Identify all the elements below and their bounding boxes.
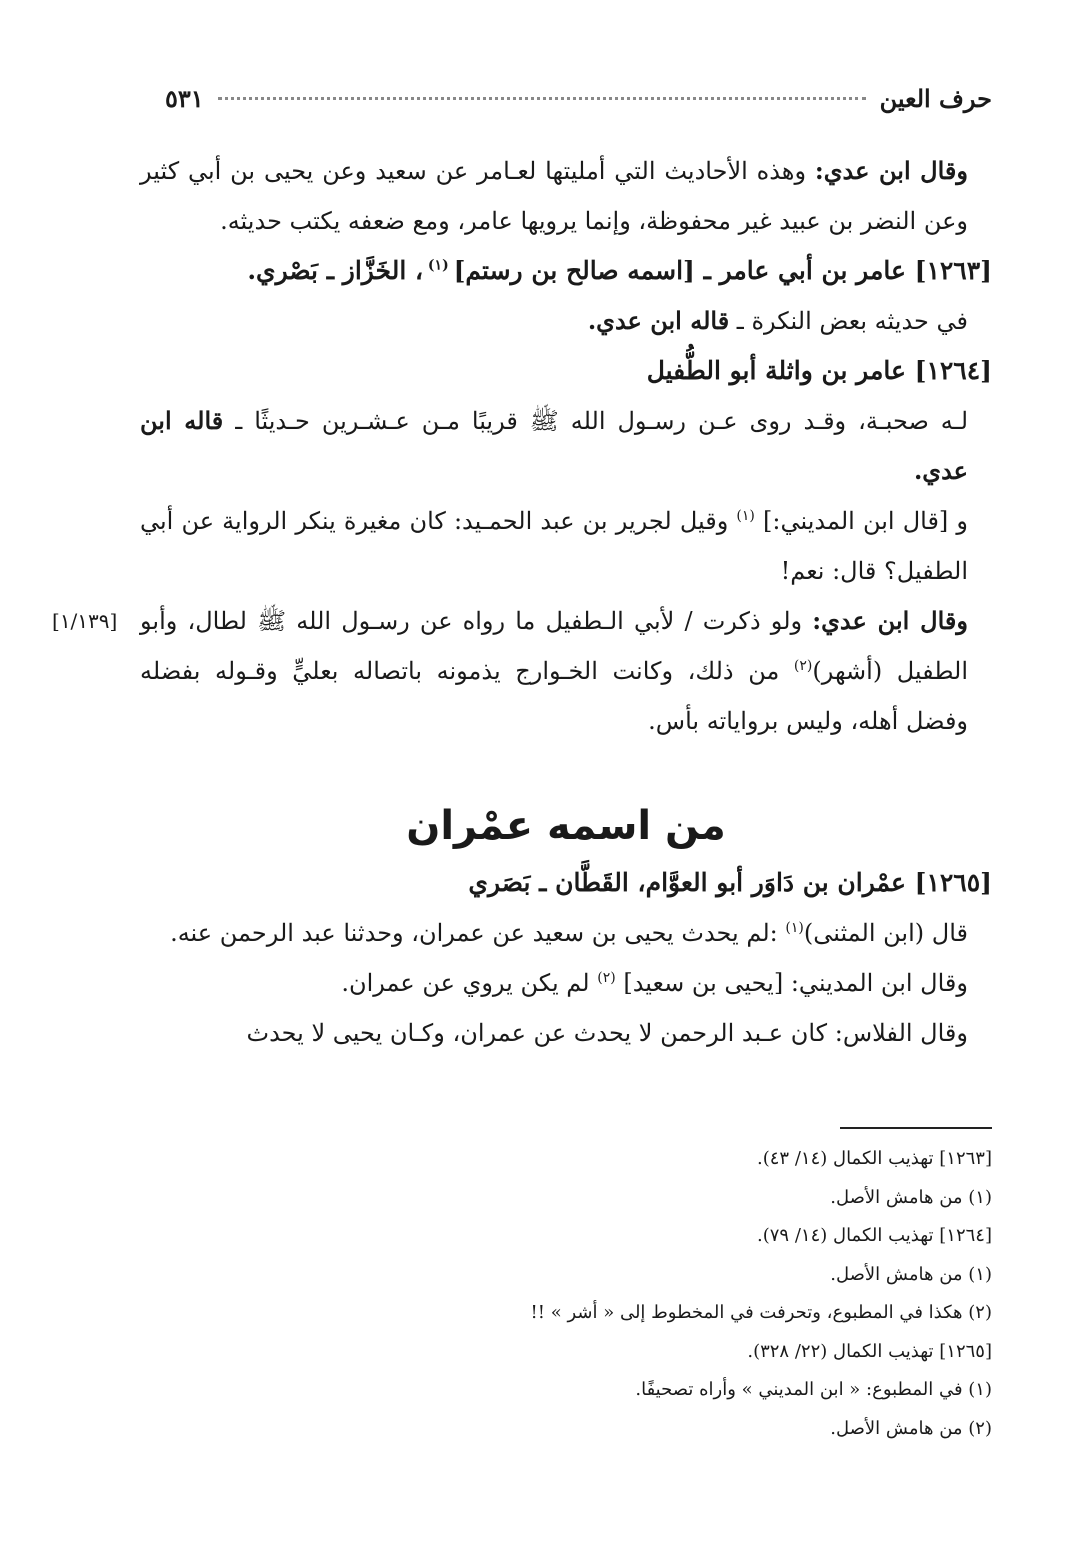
paragraph-ibn-adi-1 — [140, 146, 992, 246]
paragraph-1265-a — [140, 908, 992, 958]
attribution: قاله ابن عدي. — [587, 306, 730, 335]
footnote-item: [١٢٦٣] تهذيب الكمال (١٤/ ٤٣). — [757, 1148, 992, 1169]
footnote-item: (٢) من هامش الأصل. — [830, 1417, 992, 1439]
entry-heading-1264: [١٢٦٤] عامر بن واثلة أبو الطُّفيل — [646, 356, 992, 385]
paragraph-1264 — [140, 396, 992, 496]
paragraph-text: و [قال ابن المديني:] — [754, 507, 968, 535]
attribution: قاله ابن عدي. — [140, 406, 968, 485]
page-number: ٥٣١ — [165, 83, 204, 113]
paragraph-ibn-adi-2 — [52, 596, 992, 746]
footnote-item: [١٢٦٤] تهذيب الكمال (١٤/ ٧٩). — [757, 1225, 992, 1246]
footnote-separator — [840, 1127, 992, 1129]
paragraph-text: ولو ذكرت / لأبي الـطفيل ما رواه عن رسـول الله ﷺ لطال، وأبو الطفيل (أشهر) — [140, 607, 968, 685]
footnote-ref[interactable]: (١) — [736, 508, 755, 524]
paragraph-text: وهذه الأحاديث التي أمليتها لعـامر عن سعيد وعن يحيى بن أبي كثير وعن النضر بن عبيد غير محفوظة، وإنما يرويها عامر، ومع ضعفه يكتب حديثه. — [140, 157, 968, 235]
entry-heading-1263 — [140, 246, 992, 296]
footnote-item: (١) من هامش الأصل. — [830, 1186, 992, 1208]
paragraph-text: وقيل لجرير بن عبد الحمـيد: كان مغيرة ينكر الرواية عن أبي الطفيل؟ قال: نعم! — [140, 507, 968, 585]
header-rule — [218, 97, 866, 100]
entry-heading-1265: [١٢٦٥] عمْران بن دَاوَر أبو العوَّام، القَطَّان ـ بَصَري — [468, 868, 992, 897]
paragraph-text: قال (ابن المثنى) — [803, 919, 968, 947]
main-text — [52, 146, 992, 1058]
paragraph-1263 — [140, 296, 992, 346]
footnote-item: (٢) هكذا في المطبوع، وتحرفت في المخطوط إلى « أشر » !! — [530, 1302, 992, 1323]
footnote-item: (١) في المطبوع: « ابن المديني » وأراه تصحيفًا. — [635, 1379, 992, 1400]
paragraph-text: لم يكن يروي عن عمران. — [341, 969, 598, 997]
paragraph-text: لـه صحبـة، وقـد روى عـن رسـول الله ﷺ قريبًا مـن عـشـرين حـديثًا ـ — [223, 407, 969, 435]
margin-reference: [١/١٣٩] — [52, 609, 118, 633]
paragraph-ibn-madini — [140, 496, 992, 596]
paragraph-text: من ذلك، وكانت الخـوارج يذمونه باتصاله بعليٍّ وقـوله بفضله وفضل أهله، وليس برواياته بأس. — [140, 657, 968, 735]
paragraph-text: في حديثه بعض النكرة ـ — [729, 307, 968, 335]
paragraph-text: :لم يحدث يحيى بن سعيد عن عمران، وحدثنا عبد الرحمن عنه. — [170, 919, 786, 947]
footnote-item: [١٢٦٥] تهذيب الكمال (٢٢/ ٣٢٨). — [747, 1340, 992, 1362]
footnote-ref[interactable]: (١) — [785, 920, 804, 936]
speaker-label: وقال ابن عدي: — [814, 156, 968, 185]
section-title: من اسمه عمْران — [406, 803, 726, 849]
footnote-ref[interactable]: (٢) — [793, 658, 813, 674]
paragraph-1265-c: وقال الفلاس: كان عـبد الرحمن لا يحدث عن عمران، وكـان يحيى لا يحدث — [246, 1019, 968, 1047]
paragraph-1265-b — [140, 958, 992, 1008]
speaker-label: وقال ابن عدي: — [812, 606, 968, 635]
paragraph-text: وقال ابن المديني: [يحيى بن سعيد] — [615, 969, 968, 997]
running-header — [165, 78, 992, 118]
footnote-item: (١) من هامش الأصل. — [830, 1263, 992, 1285]
entry-heading-tail: ، الخَزَّاز ـ بَصْري. — [247, 256, 424, 285]
entry-heading-text: [١٢٦٣] عامر بن أبي عامر ـ [اسمه صالح بن رستم] — [453, 256, 992, 285]
footnote-ref[interactable]: (١) — [423, 257, 454, 274]
footnotes — [140, 1140, 992, 1448]
footnote-ref[interactable]: (٢) — [597, 970, 616, 986]
header-title: حرف العين — [879, 83, 992, 113]
